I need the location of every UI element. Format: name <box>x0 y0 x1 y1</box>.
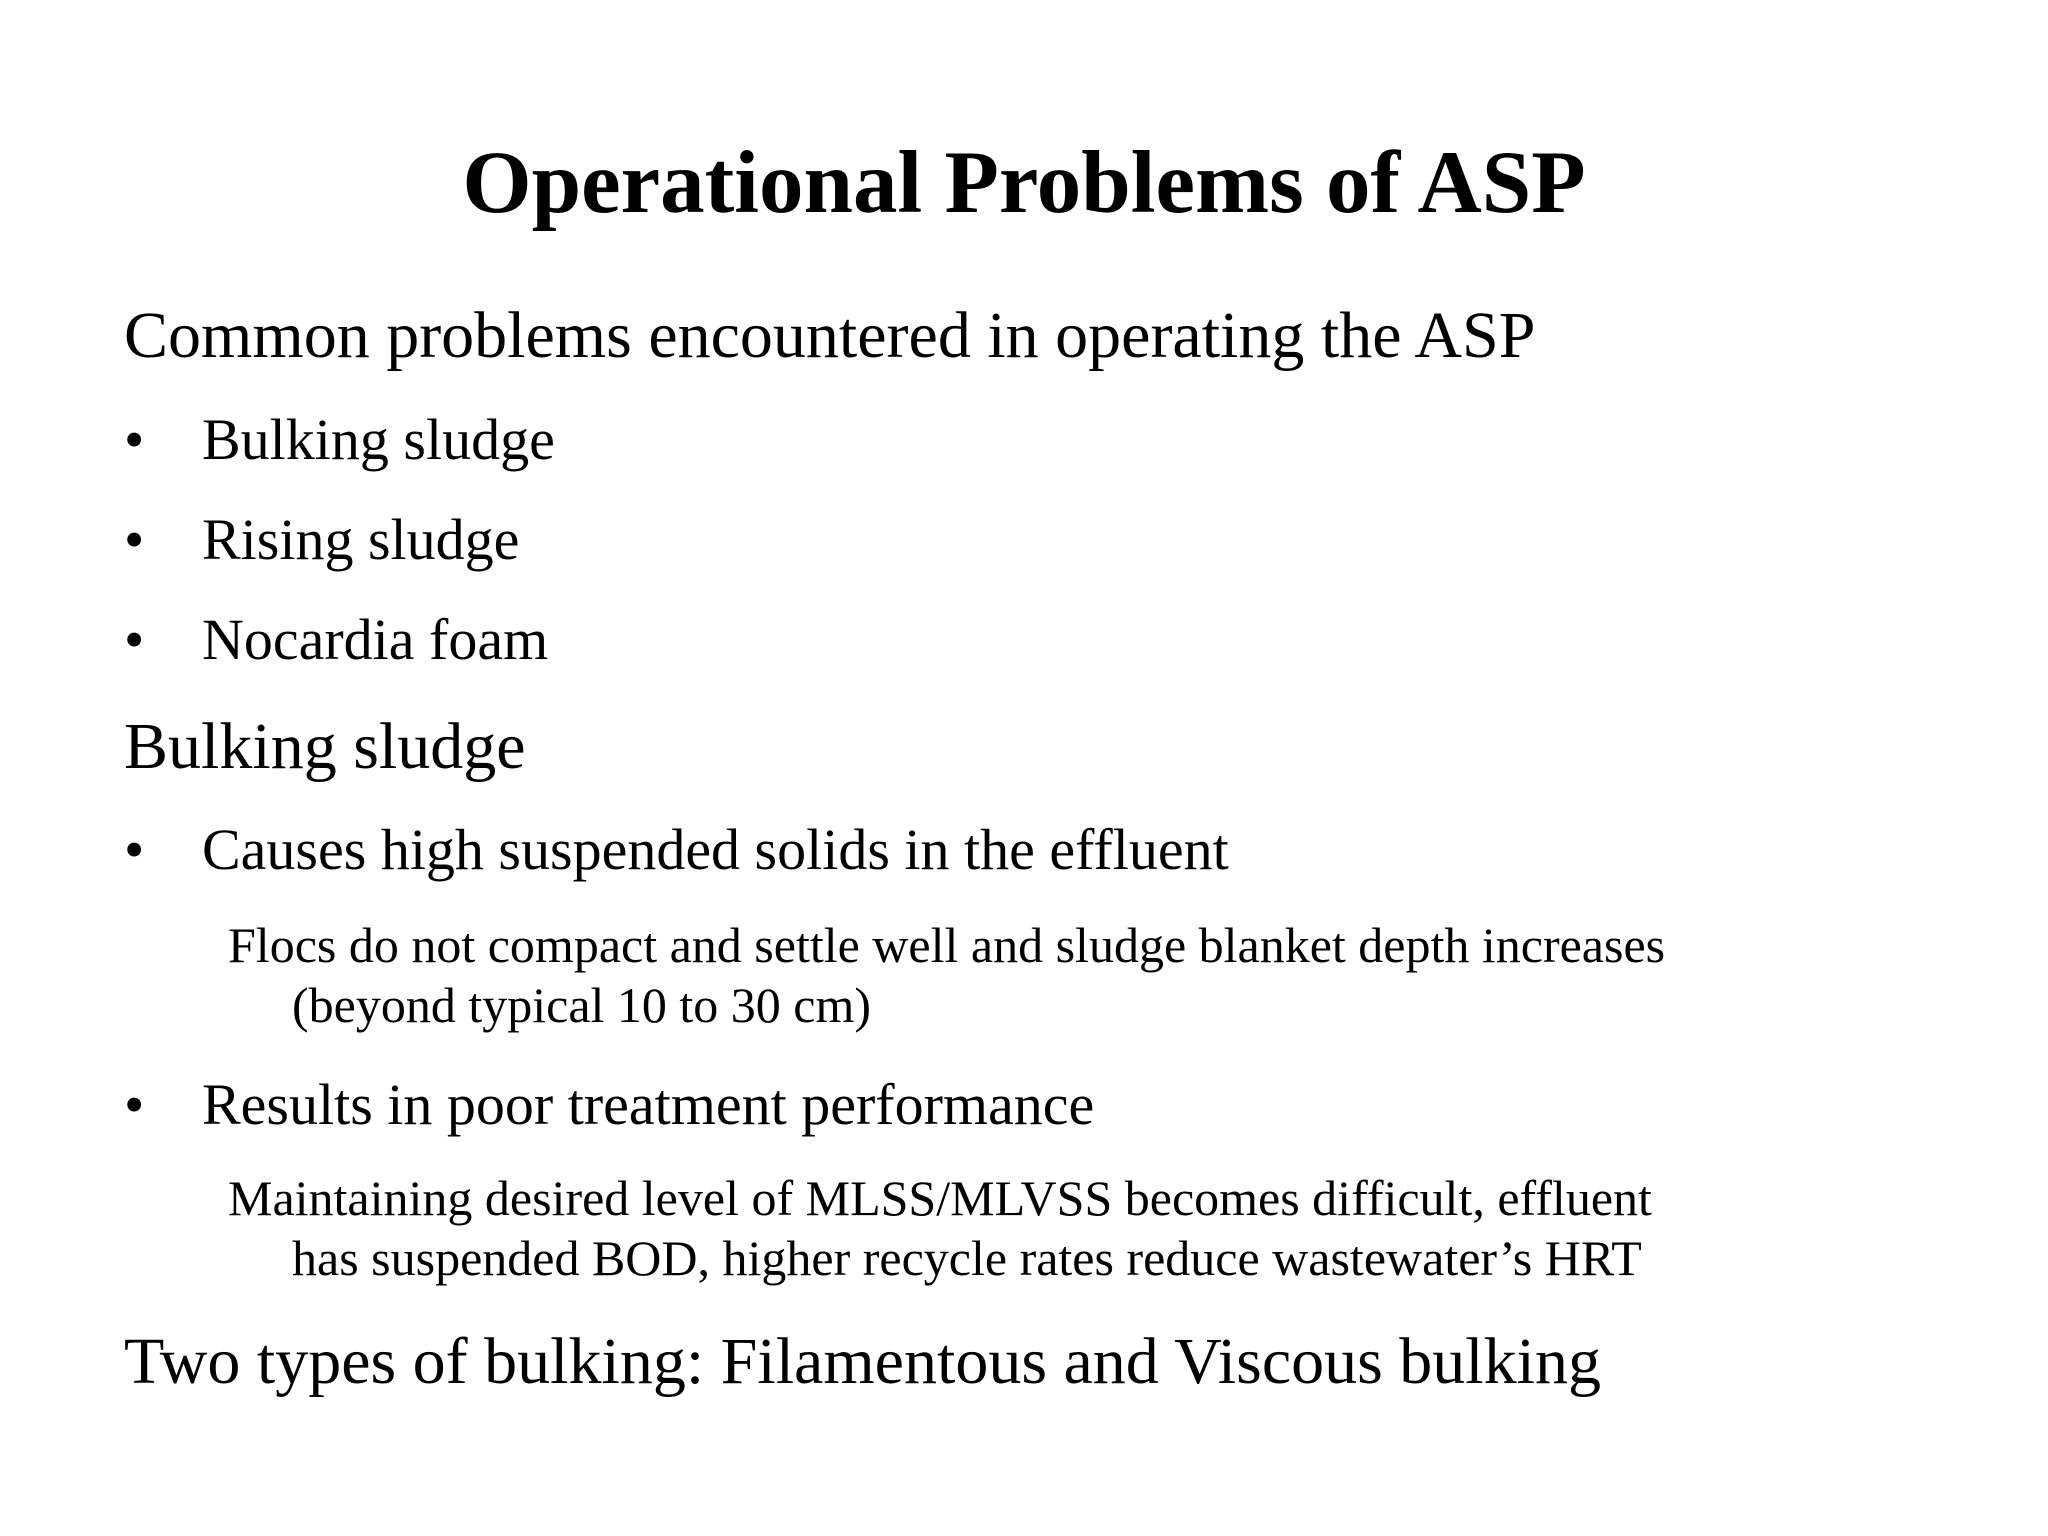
heading-bulking-sludge: Bulking sludge <box>124 710 526 783</box>
slide-title: Operational Problems of ASP <box>462 134 1586 232</box>
bullet-icon: • <box>124 407 145 472</box>
heading-bulking-types: Two types of bulking: Filamentous and Viscous bulking <box>124 1325 1601 1398</box>
bullet-text: Bulking sludge <box>202 407 555 472</box>
sub-point-line: (beyond typical 10 to 30 cm) <box>292 977 872 1033</box>
bullet-text: Results in poor treatment performance <box>202 1072 1095 1137</box>
bullet-icon: • <box>124 1072 145 1137</box>
bullet-text: Causes high suspended solids in the effluent <box>202 817 1229 882</box>
bullet-icon: • <box>124 817 145 882</box>
sub-point-flocs <box>228 915 1665 1035</box>
heading-common-problems: Common problems encountered in operating the ASP <box>124 299 1536 372</box>
sub-point-line: has suspended BOD, higher recycle rates reduce wastewater’s HRT <box>292 1230 1642 1286</box>
bullet-icon: • <box>124 507 145 572</box>
bullet-text: Rising sludge <box>202 507 520 572</box>
sub-point-line: Maintaining desired level of MLSS/MLVSS becomes difficult, effluent <box>228 1170 1652 1226</box>
sub-point-mlss <box>228 1168 1652 1288</box>
bullet-icon: • <box>124 607 145 672</box>
sub-point-line: Flocs do not compact and settle well and sludge blanket depth increases <box>228 917 1666 973</box>
bullet-text: Nocardia foam <box>202 607 549 672</box>
